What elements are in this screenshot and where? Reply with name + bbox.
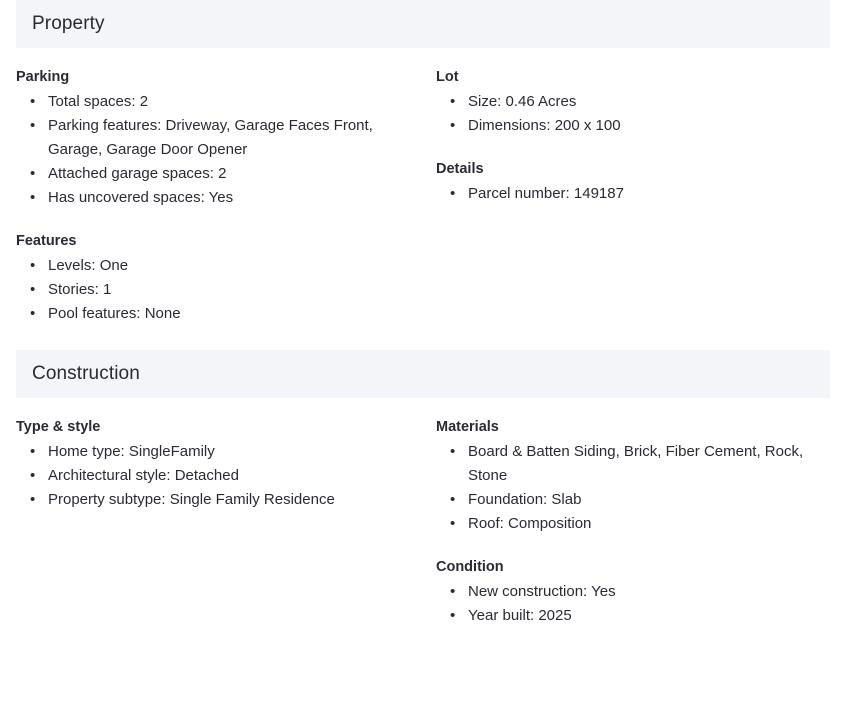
fact-group-features <box>16 232 409 326</box>
list-item: • Size: 0.46 Acres <box>460 90 830 114</box>
list-item: • Attached garage spaces: 2 <box>40 162 409 186</box>
fact-group-heading: Details <box>436 161 484 177</box>
list-item: • Has uncovered spaces: Yes <box>40 186 409 210</box>
fact-group-heading: Lot <box>436 69 459 85</box>
fact-list <box>436 182 830 206</box>
fact-group-condition <box>436 558 830 628</box>
section-columns <box>0 48 846 326</box>
fact-group-lot <box>436 68 830 138</box>
section-construction <box>0 350 846 628</box>
fact-list <box>16 90 409 210</box>
fact-group-heading: Materials <box>436 419 499 435</box>
list-item: • New construction: Yes <box>460 580 830 604</box>
fact-list <box>436 440 830 536</box>
section-title: Property <box>32 13 105 34</box>
fact-group-heading: Type & style <box>16 419 101 435</box>
list-item: • Stories: 1 <box>40 278 409 302</box>
list-item: • Roof: Composition <box>460 512 830 536</box>
fact-list <box>436 90 830 138</box>
list-item: • Property subtype: Single Family Residence <box>40 488 409 512</box>
fact-group-parking <box>16 68 409 210</box>
list-item: • Dimensions: 200 x 100 <box>460 114 830 138</box>
list-item: • Parking features: Driveway, Garage Faces Front, Garage, Garage Door Opener <box>40 114 409 162</box>
list-item: • Pool features: None <box>40 302 409 326</box>
fact-group-heading: Features <box>16 233 77 249</box>
fact-group-heading: Condition <box>436 559 504 575</box>
fact-group-details <box>436 160 830 206</box>
section-property <box>0 0 846 326</box>
fact-list <box>16 254 409 326</box>
column-right <box>423 48 830 326</box>
list-item: • Year built: 2025 <box>460 604 830 628</box>
list-item: • Total spaces: 2 <box>40 90 409 114</box>
list-item: • Parcel number: 149187 <box>460 182 830 206</box>
column-right <box>423 398 830 628</box>
section-title: Construction <box>32 363 140 384</box>
section-header-construction <box>16 350 830 398</box>
list-item: • Board & Batten Siding, Brick, Fiber Cement, Rock, Stone <box>460 440 830 488</box>
fact-list <box>16 440 409 512</box>
column-left <box>16 398 423 628</box>
section-header-property <box>16 0 830 48</box>
fact-group-type-style <box>16 418 409 512</box>
fact-group-materials <box>436 418 830 536</box>
fact-list <box>436 580 830 628</box>
list-item: • Home type: SingleFamily <box>40 440 409 464</box>
list-item: • Architectural style: Detached <box>40 464 409 488</box>
column-left <box>16 48 423 326</box>
section-columns <box>0 398 846 628</box>
list-item: • Levels: One <box>40 254 409 278</box>
list-item: • Foundation: Slab <box>460 488 830 512</box>
fact-group-heading: Parking <box>16 69 70 85</box>
